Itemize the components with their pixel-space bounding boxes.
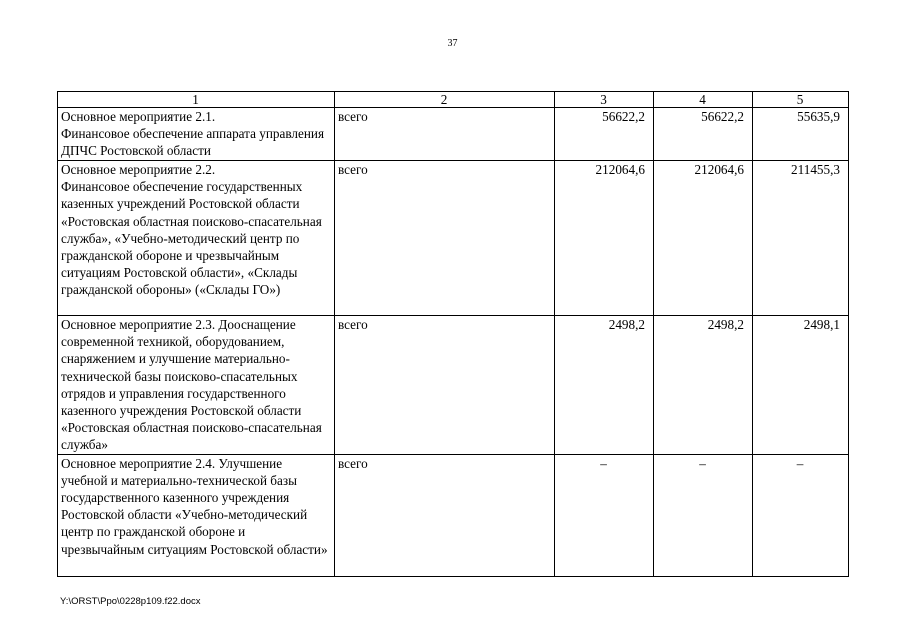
value-col3-cell: – bbox=[555, 454, 654, 576]
measure-name-cell bbox=[58, 316, 335, 455]
value-col5-cell: – bbox=[753, 454, 849, 576]
budget-table bbox=[57, 91, 849, 577]
footer-file-path: Y:\ORST\Ppo\0228p109.f22.docx bbox=[60, 596, 201, 607]
funding-source-cell: всего bbox=[335, 316, 555, 455]
header-cell-1: 1 bbox=[58, 92, 335, 108]
measure-name-cell bbox=[58, 161, 335, 316]
table-row bbox=[58, 108, 849, 161]
value-col4-cell: – bbox=[654, 454, 753, 576]
value-col3-cell: 212064,6 bbox=[555, 161, 654, 316]
measure-name: Основное мероприятие 2.2. Финансовое обеспечение государственных казенных учреждений Ростовской области «Ростовская областная поисково-спасательная служба», «Учебно-методический центр по гражданской обороне и чрезвычайным ситуациям Ростовской области», «Склады гражданской обороны» («Склады ГО») bbox=[61, 162, 322, 298]
value-col4-cell: 212064,6 bbox=[654, 161, 753, 316]
table-header-row bbox=[58, 92, 849, 108]
value-col3-cell: 56622,2 bbox=[555, 108, 654, 161]
table-row bbox=[58, 454, 849, 576]
value-col4-cell: 56622,2 bbox=[654, 108, 753, 161]
header-cell-2: 2 bbox=[335, 92, 555, 108]
funding-source-cell: всего bbox=[335, 108, 555, 161]
value-col4-cell: 2498,2 bbox=[654, 316, 753, 455]
value-col5-cell: 2498,1 bbox=[753, 316, 849, 455]
value-col5-cell: 211455,3 bbox=[753, 161, 849, 316]
measure-name-cell bbox=[58, 454, 335, 576]
value-col3-cell: 2498,2 bbox=[555, 316, 654, 455]
page-number: 37 bbox=[447, 38, 458, 49]
measure-name: Основное мероприятие 2.1. Финансовое обеспечение аппарата управления ДПЧС Ростовской области bbox=[61, 109, 325, 159]
header-cell-4: 4 bbox=[654, 92, 753, 108]
value-col5-cell: 55635,9 bbox=[753, 108, 849, 161]
table-row bbox=[58, 316, 849, 455]
header-cell-5: 5 bbox=[753, 92, 849, 108]
measure-name: Основное мероприятие 2.3. Дооснащение современной техникой, оборудованием, снаряжением и улучшение материально-технической базы поисково-спасательных отрядов и управления государственного казенного учреждения Ростовской области «Ростовская областная поисково-спасательная служба» bbox=[61, 317, 322, 453]
funding-source-cell: всего bbox=[335, 454, 555, 576]
measure-name-cell bbox=[58, 108, 335, 161]
header-cell-3: 3 bbox=[555, 92, 654, 108]
funding-source-cell: всего bbox=[335, 161, 555, 316]
measure-name: Основное мероприятие 2.4. Улучшение учебной и материально-технической базы государственного казенного учреждения Ростовской области «Учебно-методический центр по гражданской обороне и чрезвычайным ситуациям Ростовской области» bbox=[61, 455, 328, 557]
table-row bbox=[58, 161, 849, 316]
